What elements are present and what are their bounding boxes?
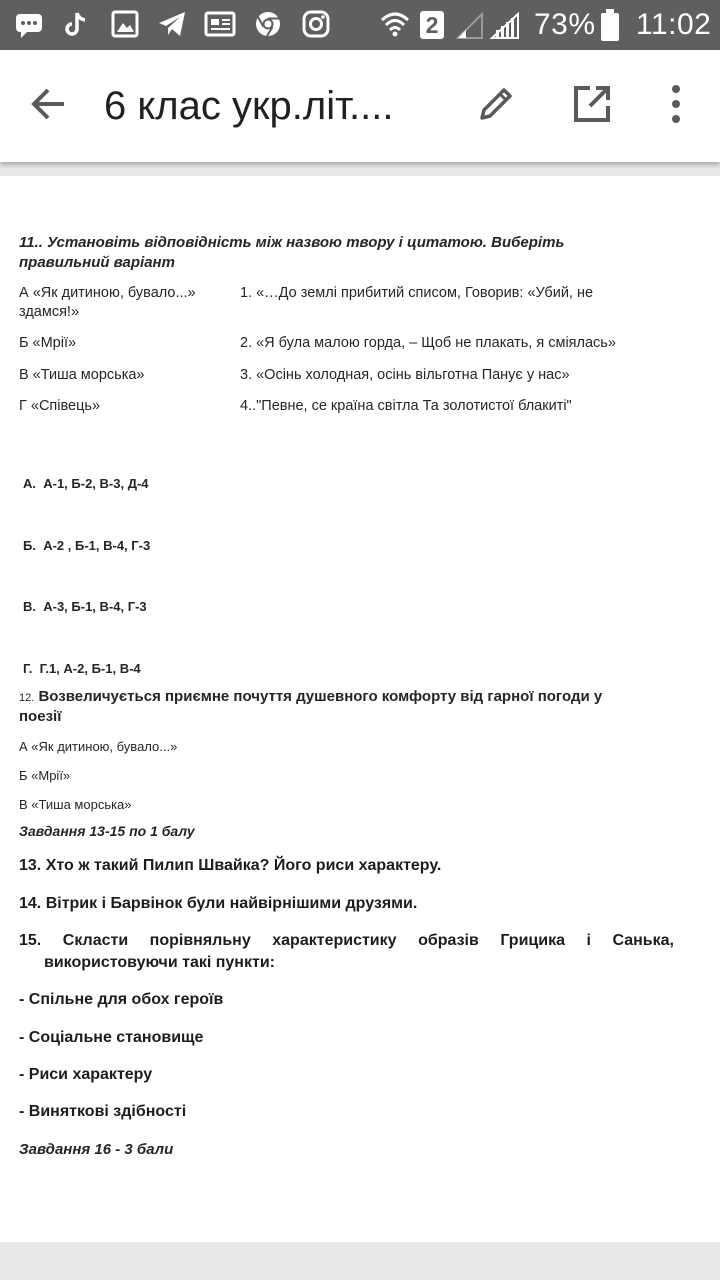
instagram-icon <box>302 10 330 38</box>
q12-heading <box>19 688 602 705</box>
sim-label: 2 <box>425 12 439 38</box>
edit-pencil-icon[interactable] <box>476 84 516 124</box>
q11-number: 11.. <box>19 234 43 251</box>
q11-option-v: В. А-3, Б-1, В-4, Г-3 <box>23 599 147 614</box>
back-arrow-icon[interactable] <box>28 84 68 124</box>
section-13-15-label: Завдання 13-15 по 1 балу <box>19 823 195 839</box>
q14: 14. Вітрик і Барвінок були найвірнішими друзями. <box>19 895 418 912</box>
q11-left-a: А «Як дитиною, бувало...» <box>19 285 196 301</box>
q15-bullet-3: - Риси характеру <box>19 1066 153 1083</box>
q12-number: 12. <box>19 692 35 704</box>
q11-right-3: 3. «Осінь холодная, осінь вільготна Панує у нас» <box>240 367 570 383</box>
more-vert-icon[interactable] <box>664 84 688 124</box>
q15-bullet-4: - Виняткові здібності <box>19 1103 187 1120</box>
status-bar <box>0 0 720 50</box>
tiktok-icon <box>64 10 90 40</box>
q15-bullet-1: - Спільне для обох героїв <box>19 991 224 1008</box>
section-16-label: Завдання 16 - 3 бали <box>19 1141 174 1158</box>
open-external-icon[interactable] <box>572 84 612 124</box>
battery-percent: 73% <box>534 8 596 41</box>
q11-right-2: 2. «Я була малою горда, – Щоб не плакать, я сміялась» <box>240 335 616 351</box>
news-icon <box>204 10 236 38</box>
chrome-icon <box>254 10 282 38</box>
app-toolbar <box>0 50 720 162</box>
q15-line2: використовуючи такі пункти: <box>44 954 275 971</box>
q11-left-v: В «Тиша морська» <box>19 367 145 383</box>
telegram-icon <box>157 10 187 38</box>
page-gap <box>0 1242 720 1280</box>
document-page <box>0 176 720 1242</box>
q11-left-b: Б «Мрії» <box>19 335 77 351</box>
signal-icon <box>490 12 520 40</box>
sim2-icon <box>420 11 444 39</box>
q12-title-line1: Возвеличується приємне почуття душевного комфорту від гарної погоди у <box>38 688 603 705</box>
q15-line1: 15. Скласти порівняльну характеристику образів Грицика і Санька, <box>19 932 674 949</box>
q13: 13. Хто ж такий Пилип Швайка? Його риси характеру. <box>19 857 442 874</box>
q11-left-a-cont: здамся!» <box>19 304 80 320</box>
battery-icon <box>600 8 620 42</box>
q11-heading <box>19 234 564 251</box>
q12-option-a: А «Як дитиною, бувало...» <box>19 739 178 754</box>
q11-right-1: 1. «…До землі прибитий списом, Говорив: «Убий, не <box>240 285 594 301</box>
q11-title-line1: Установіть відповідність між назвою твору і цитатою. Виберіть <box>47 234 565 251</box>
document-title: 6 клас укр.літ.... <box>104 84 394 128</box>
q11-option-b: Б. А-2 , Б-1, В-4, Г-3 <box>23 538 151 553</box>
q11-right-4: 4.."Певне, се країна світла Та золотистої блакиті" <box>240 398 572 414</box>
q11-option-g: Г. Г.1, А-2, Б-1, В-4 <box>23 661 141 676</box>
q11-left-g: Г «Співець» <box>19 398 101 414</box>
q15-bullet-2: - Соціальне становище <box>19 1029 204 1046</box>
q12-option-v: В «Тиша морська» <box>19 797 132 812</box>
wifi-icon <box>380 10 410 38</box>
signal-weak-icon <box>456 12 484 40</box>
clock: 11:02 <box>636 8 712 41</box>
q12-option-b: Б «Мрії» <box>19 768 71 783</box>
gallery-icon <box>111 10 139 38</box>
q12-title-line2: поезії <box>19 708 62 725</box>
q11-option-a: А. А-1, Б-2, В-3, Д-4 <box>23 476 149 491</box>
q11-title-line2: правильний варіант <box>19 254 175 271</box>
message-icon <box>14 10 44 40</box>
